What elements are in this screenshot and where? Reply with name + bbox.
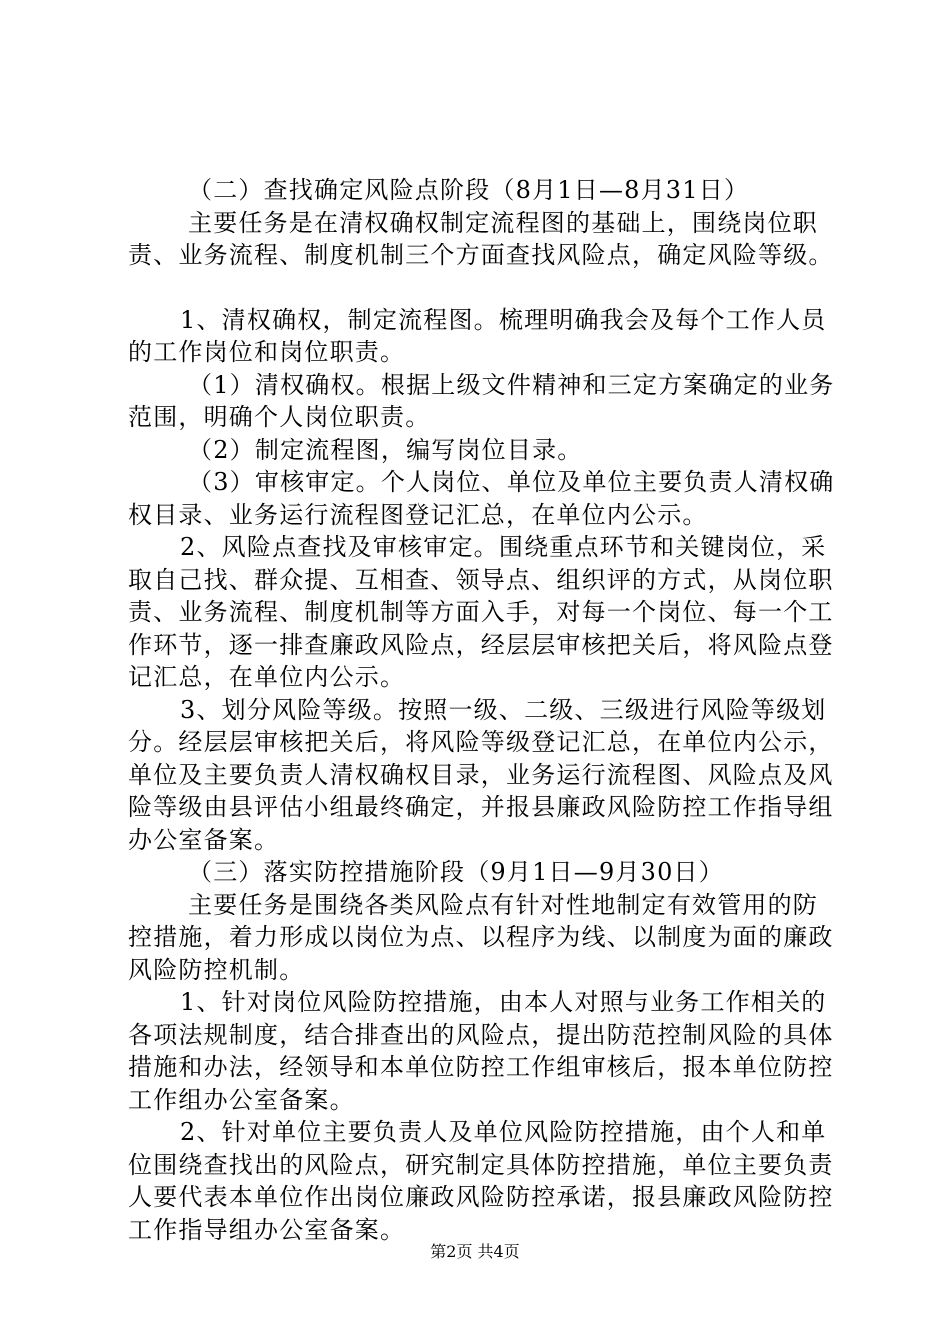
paragraph: 1、清权确权，制定流程图。梳理明确我会及每个工作人员的工作岗位和岗位职责。 [128,305,827,366]
document-body [128,174,840,1246]
blank-line [128,272,840,304]
page-footer: 第2页 共4页 [430,1242,520,1261]
paragraph: （1）清权确权。根据上级文件精神和三定方案确定的业务范围，明确个人岗位职责。 [128,370,835,431]
paragraph: 3、划分风险等级。按照一级、二级、三级进行风险等级划分。经层层审核把关后，将风险等级登记汇总，在单位内公示，单位及主要负责人清权确权目录，业务运行流程图、风险点及风险等级由县评估小组最终确定，并报县廉政风险防控工作指导组办公室备案。 [128,695,834,854]
paragraph: 主要任务是围绕各类风险点有针对性地制定有效管用的防控措施，着力形成以岗位为点、以程序为线、以制度为面的廉政风险防控机制。 [128,890,834,984]
paragraph: （3）审核审定。个人岗位、单位及单位主要负责人清权确权目录、业务运行流程图登记汇总，在单位内公示。 [128,468,835,529]
paragraph: （2）制定流程图，编写岗位目录。 [188,435,583,464]
paragraph: 2、针对单位主要负责人及单位风险防控措施，由个人和单位围绕查找出的风险点，研究制定具体防控措施，单位主要负责人要代表本单位作出岗位廉政风险防控承诺，报县廉政风险防控工作指导组办公室备案。 [128,1118,834,1244]
paragraph: 2、风险点查找及审核审定。围绕重点环节和关键岗位，采取自己找、群众提、互相查、领导点、组织评的方式，从岗位职责、业务流程、制度机制等方面入手，对每一个岗位、每一个工作环节，逐一排查廉政风险点，经层层审核把关后，将风险点登记汇总，在单位内公示。 [128,533,834,691]
paragraph: 1、针对岗位风险防控措施，由本人对照与业务工作相关的各项法规制度，结合排查出的风险点，提出防范控制风险的具体措施和办法，经领导和本单位防控工作组审核后，报本单位防控工作组办公室备案。 [128,988,834,1114]
paragraph: 主要任务是在清权确权制定流程图的基础上，围绕岗位职责、业务流程、制度机制三个方面查找风险点，确定风险等级。 [128,208,834,269]
section-heading-3: （三）落实防控措施阶段（9月1日—9月30日） [188,858,724,886]
section-heading-2: （二）查找确定风险点阶段（8月1日—8月31日） [188,176,750,204]
